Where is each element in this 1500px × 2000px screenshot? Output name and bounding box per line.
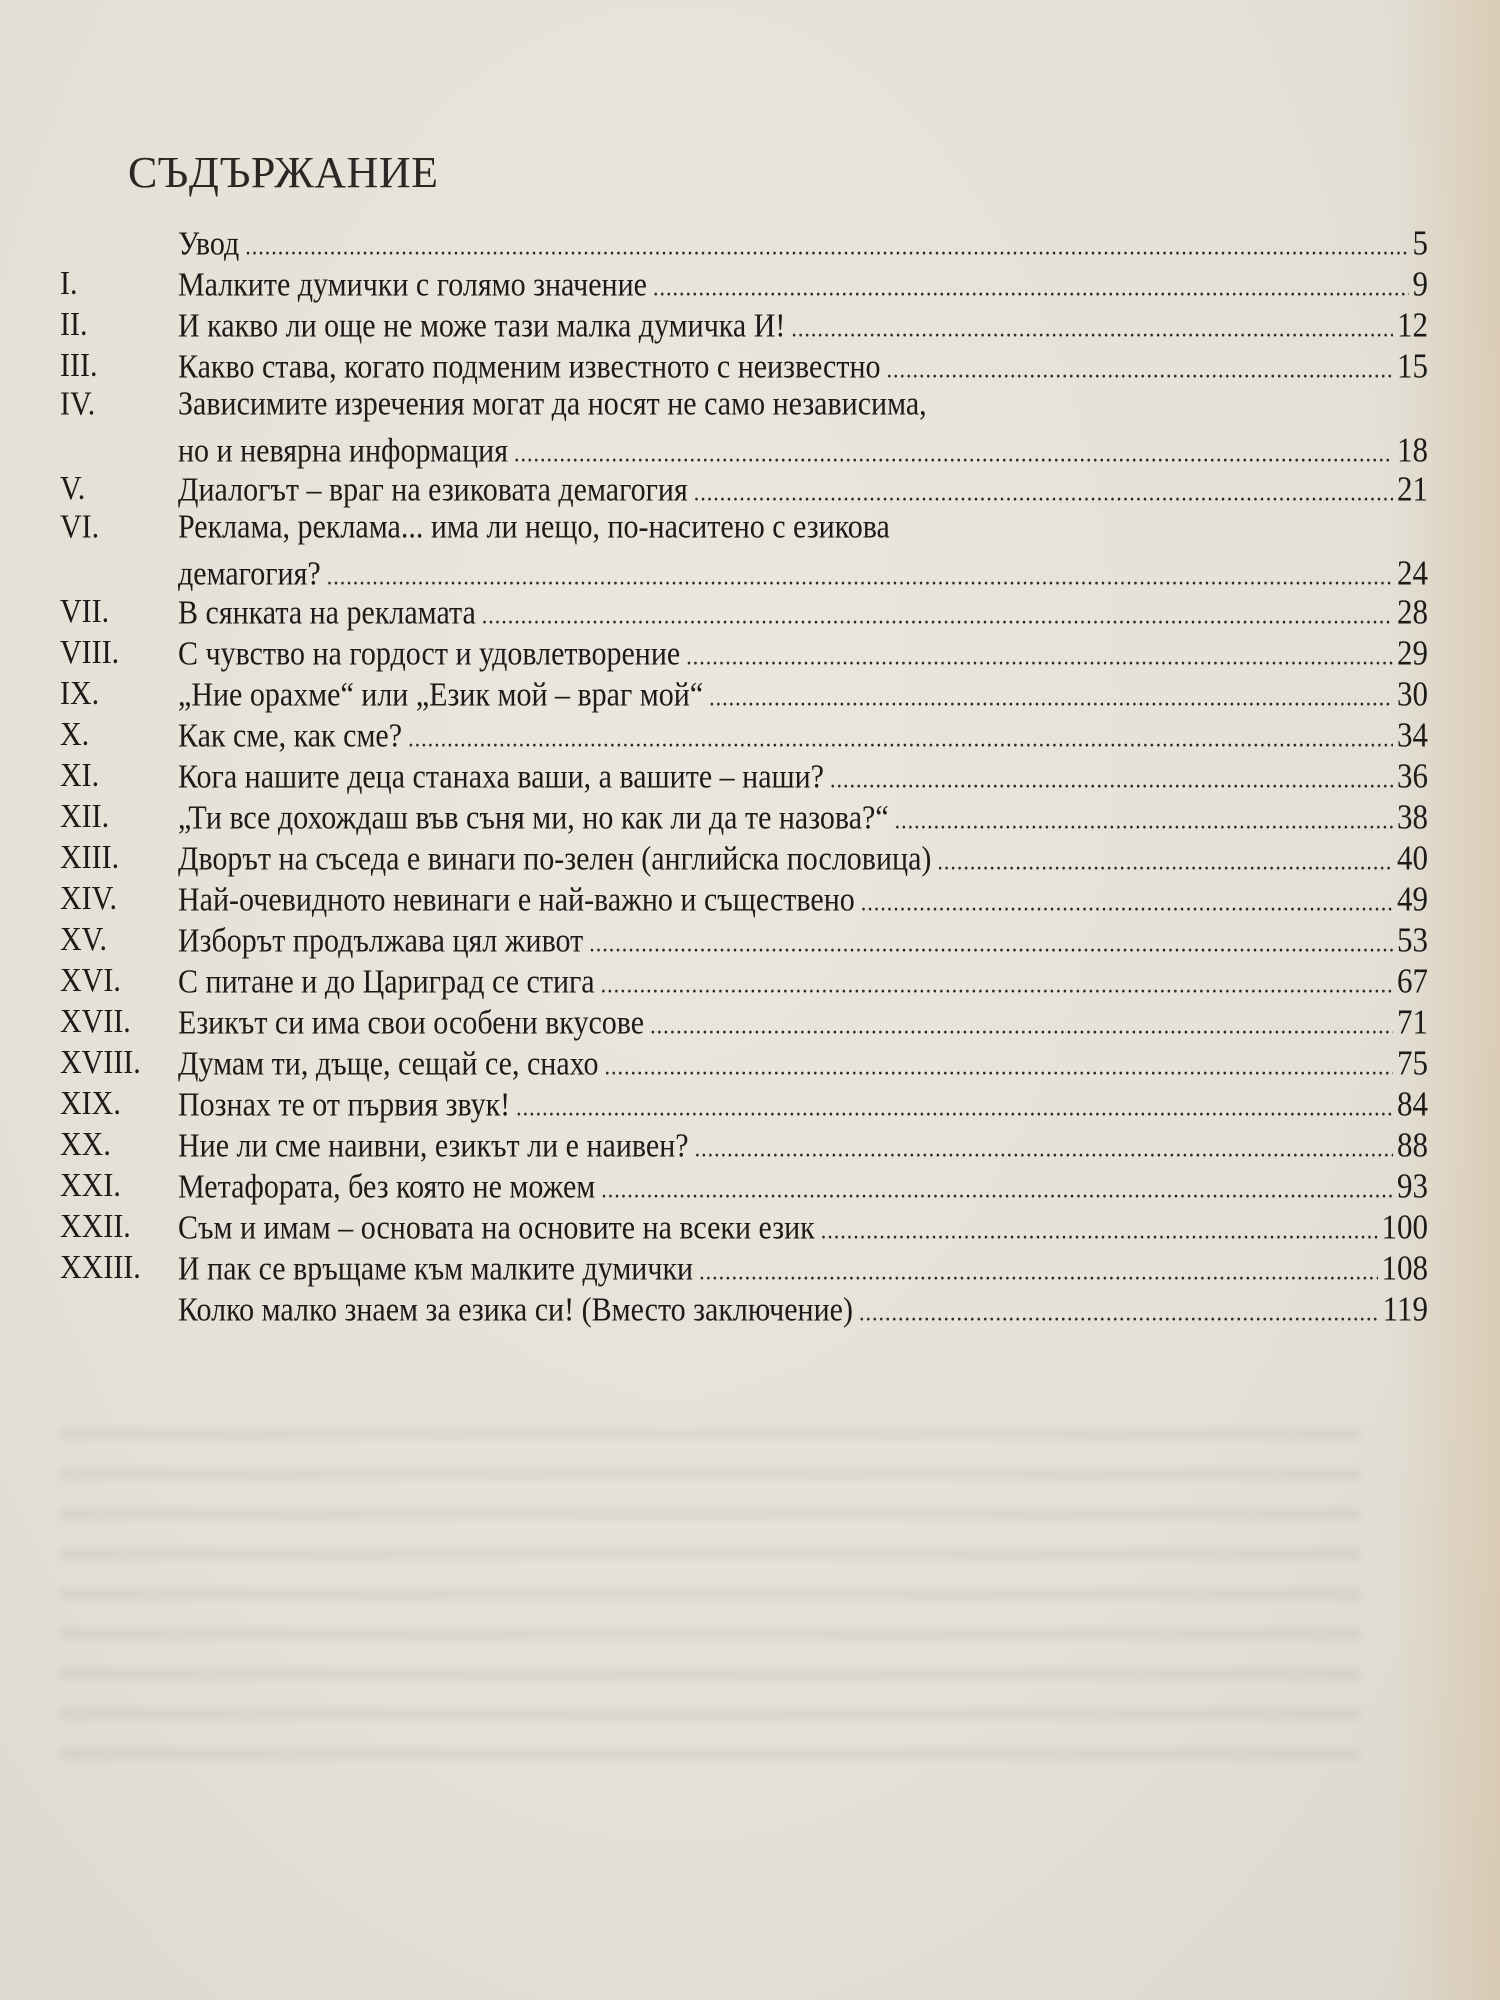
page-number: 9 [1412, 263, 1428, 304]
toc-entry [0, 302, 1500, 348]
chapter-title: И какво ли още не може тази малка думичка И! [178, 307, 786, 345]
chapter-title: Как сме, как сме? [178, 717, 403, 755]
toc-entry [0, 381, 1500, 473]
toc-entry [0, 261, 1500, 307]
dot-leader [859, 1289, 1379, 1335]
chapter-numeral: I. [60, 265, 78, 302]
chapter-title: но и невярна информация [178, 432, 509, 470]
toc-entry [0, 504, 1500, 596]
chapter-title: Думам ти, дъще, сещай се, снахо [178, 1045, 599, 1083]
page-number: 21 [1397, 468, 1428, 509]
toc-entry [0, 630, 1500, 676]
page-number: 15 [1397, 345, 1428, 386]
page-title: СЪДЪРЖАНИЕ [128, 148, 439, 198]
chapter-title-block [178, 1286, 1428, 1335]
chapter-numeral: XVII. [60, 1003, 131, 1040]
page-number: 71 [1397, 1001, 1428, 1042]
page-number: 28 [1397, 591, 1428, 632]
chapter-title: Какво става, когато подменим известното с неизвестно [178, 348, 881, 386]
chapter-numeral: XIV. [60, 880, 117, 917]
toc-entry [0, 999, 1500, 1045]
chapter-title: Дворът на съседа е винаги по-зелен (английска пословица) [178, 840, 932, 878]
chapter-title: С чувство на гордост и удовлетворение [178, 635, 681, 673]
page-number: 49 [1397, 878, 1428, 919]
page-number: 18 [1397, 430, 1428, 470]
chapter-title: Изборът продължава цял живот [178, 922, 584, 960]
chapter-numeral: XII. [60, 798, 110, 835]
toc-entry [0, 1163, 1500, 1209]
chapter-title: Ние ли сме наивни, езикът ли е наивен? [178, 1127, 689, 1165]
page-number: 34 [1397, 714, 1428, 755]
toc-entry [0, 1204, 1500, 1250]
chapter-title: Диалогът – враг на езиковата демагогия [178, 471, 688, 509]
chapter-numeral: XXIII. [60, 1249, 141, 1286]
toc-entry [0, 1245, 1500, 1291]
page-number: 40 [1397, 837, 1428, 878]
table-of-contents [0, 222, 1500, 1329]
chapter-title: Съм и имам – основата на основите на всеки език [178, 1209, 815, 1247]
chapter-numeral: III. [60, 347, 98, 384]
show-through-from-reverse-page [60, 1400, 1360, 1780]
chapter-title: Кога нашите деца станаха ваши, а вашите – наши? [178, 758, 824, 796]
page-number: 88 [1397, 1124, 1428, 1165]
chapter-title-block [178, 381, 1428, 476]
toc-entry [0, 220, 1500, 266]
chapter-title: демагогия? [178, 555, 321, 593]
chapter-numeral: V. [60, 470, 86, 507]
toc-entry [0, 835, 1500, 881]
page-number: 29 [1397, 632, 1428, 673]
toc-entry [0, 1286, 1500, 1332]
chapter-numeral: XV. [60, 921, 107, 958]
chapter-title: В сянката на рекламата [178, 594, 476, 632]
page-number: 119 [1382, 1288, 1428, 1329]
chapter-title: Малките думички с голямо значение [178, 266, 647, 304]
page-number: 36 [1397, 755, 1428, 796]
toc-entry [0, 712, 1500, 758]
chapter-numeral: XXI. [60, 1167, 121, 1204]
chapter-title: Езикът си има свои особени вкусове [178, 1004, 645, 1042]
chapter-title-line: Реклама, реклама... има ли нещо, по-наситено с езикова [178, 508, 890, 546]
chapter-numeral: II. [60, 306, 88, 343]
chapter-title-block [178, 504, 1428, 599]
page-number: 75 [1397, 1042, 1428, 1083]
chapter-title: С питане и до Цариград се стига [178, 963, 595, 1001]
page-number: 30 [1397, 673, 1428, 714]
chapter-numeral: XI. [60, 757, 100, 794]
toc-entry [0, 753, 1500, 799]
page-number: 12 [1397, 304, 1428, 345]
page-number: 93 [1397, 1165, 1428, 1206]
chapter-numeral: XVI. [60, 962, 121, 999]
chapter-title-leader-line [178, 1286, 1428, 1335]
toc-entry [0, 1122, 1500, 1168]
page-number: 108 [1381, 1247, 1428, 1288]
chapter-title: „Ние орахме“ или „Език мой – враг мой“ [178, 676, 704, 714]
toc-entry [0, 876, 1500, 922]
chapter-numeral: XIX. [60, 1085, 121, 1122]
chapter-numeral: VI. [60, 508, 100, 546]
page-number: 84 [1397, 1083, 1428, 1124]
chapter-numeral: IV. [60, 385, 96, 423]
chapter-numeral: VIII. [60, 634, 120, 671]
chapter-numeral: XXII. [60, 1208, 131, 1245]
chapter-title: Най-очевидното невинаги е най-важно и съществено [178, 881, 855, 919]
page-number: 67 [1397, 960, 1428, 1001]
toc-entry [0, 1081, 1500, 1127]
chapter-numeral: IX. [60, 675, 100, 712]
page-number: 53 [1397, 919, 1428, 960]
chapter-numeral: XVIII. [60, 1044, 141, 1081]
chapter-title-line: Зависимите изречения могат да носят не само независима, [178, 385, 927, 423]
toc-entry [0, 958, 1500, 1004]
page-number: 5 [1412, 222, 1428, 263]
page-number: 24 [1397, 553, 1428, 593]
toc-entry [0, 671, 1500, 717]
chapter-numeral: VII. [60, 593, 110, 630]
toc-entry [0, 1040, 1500, 1086]
chapter-title: Метафората, без която не можем [178, 1168, 596, 1206]
chapter-numeral: XX. [60, 1126, 111, 1163]
chapter-title: И пак се връщаме към малките думички [178, 1250, 694, 1288]
chapter-title: Познах те от първия звук! [178, 1086, 511, 1124]
chapter-numeral: XIII. [60, 839, 120, 876]
chapter-title: Увод [178, 225, 240, 263]
page-number: 38 [1397, 796, 1428, 837]
toc-entry [0, 589, 1500, 635]
chapter-title: Колко малко знаем за езика си! (Вместо заключение) [178, 1291, 853, 1329]
toc-entry [0, 794, 1500, 840]
toc-entry [0, 917, 1500, 963]
chapter-numeral: X. [60, 716, 90, 753]
chapter-title: „Ти все дохождаш във съня ми, но как ли да те назова?“ [178, 799, 889, 837]
page-number: 100 [1381, 1206, 1428, 1247]
